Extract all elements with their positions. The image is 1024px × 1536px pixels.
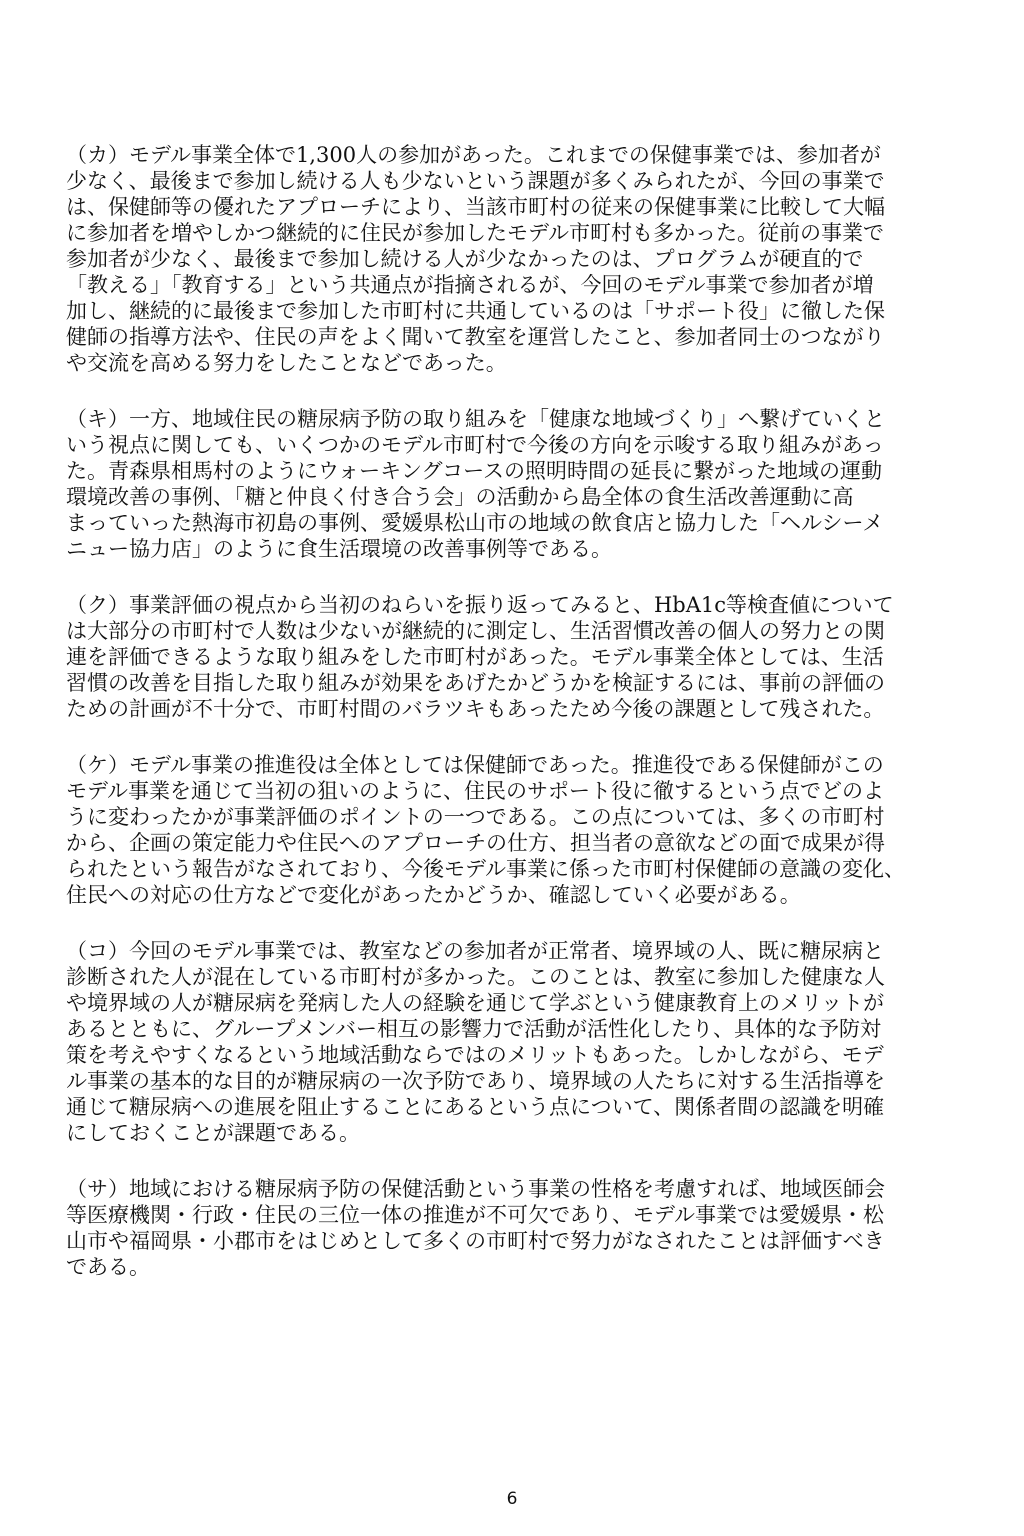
paragraph-line: た。青森県相馬村のようにウォーキングコースの照明時間の延長に繋がった地域の運動	[66, 459, 883, 483]
paragraph-sa	[66, 1176, 966, 1280]
paragraph-line: 少なく、最後まで参加し続ける人も少ないという課題が多くみられたが、今回の事業で	[66, 169, 885, 193]
paragraph-line: （キ）一方、地域住民の糖尿病予防の取り組みを「健康な地域づくり」へ繋げていくと	[66, 407, 885, 431]
paragraph-line: 参加者が少なく、最後まで参加し続ける人が少なかったのは、プログラムが硬直的で	[66, 247, 864, 271]
paragraph-line: 習慣の改善を目指した取り組みが効果をあげたかどうかを検証するには、事前の評価の	[66, 671, 885, 695]
paragraph-ku	[66, 592, 966, 722]
paragraph-line: 加し、継続的に最後まで参加した市町村に共通しているのは「サポート役」に徹した保	[66, 299, 885, 323]
paragraph-line: 健師の指導方法や、住民の声をよく聞いて教室を運営したこと、参加者同士のつながり	[66, 325, 885, 349]
document-body	[66, 142, 966, 1310]
paragraph-line: に参加者を増やしかつ継続的に住民が参加したモデル市町村も多かった。従前の事業で	[66, 221, 884, 245]
page-number: 6	[506, 1489, 518, 1509]
paragraph-ka	[66, 142, 966, 376]
paragraph-line: や境界域の人が糖尿病を発病した人の経験を通じて学ぶという健康教育上のメリットが	[66, 991, 885, 1015]
paragraph-line: は大部分の市町村で人数は少ないが継続的に測定し、生活習慣改善の個人の努力との関	[66, 619, 885, 643]
paragraph-line: いう視点に関しても、いくつかのモデル市町村で今後の方向を示唆する取り組みがあっ	[66, 433, 884, 457]
paragraph-line: うに変わったかが事業評価のポイントの一つである。この点については、多くの市町村	[66, 805, 885, 829]
paragraph-line: まっていった熱海市初島の事例、愛媛県松山市の地域の飲食店と協力した「ヘルシーメ	[66, 511, 884, 535]
paragraph-line: 環境改善の事例、「糖と仲良く付き合う会」の活動から島全体の食生活改善運動に高	[66, 485, 854, 509]
paragraph-line: 「教える」「教育する」という共通点が指摘されるが、今回のモデル事業で参加者が増	[66, 273, 874, 297]
paragraph-line: 等医療機関・行政・住民の三位一体の推進が不可欠であり、モデル事業では愛媛県・松	[66, 1203, 884, 1227]
paragraph-line: （ケ）モデル事業の推進役は全体としては保健師であった。推進役である保健師がこの	[66, 753, 884, 777]
paragraph-line: 診断された人が混在している市町村が多かった。このことは、教室に参加した健康な人	[66, 965, 885, 989]
paragraph-line: （サ）地域における糖尿病予防の保健活動という事業の性格を考慮すれば、地域医師会	[66, 1177, 885, 1201]
paragraph-line: ための計画が不十分で、市町村間のバラツキもあったため今後の課題として残された。	[66, 697, 885, 721]
paragraph-line: （カ）モデル事業全体で1,300人の参加があった。これまでの保健事業では、参加者が	[66, 143, 881, 167]
paragraph-line: ル事業の基本的な目的が糖尿病の一次予防であり、境界域の人たちに対する生活指導を	[66, 1069, 885, 1093]
paragraph-line: ニュー協力店」のように食生活環境の改善事例等である。	[66, 537, 612, 561]
paragraph-line: 住民への対応の仕方などで変化があったかどうか、確認していく必要がある。	[66, 883, 801, 907]
paragraph-line: 連を評価できるような取り組みをした市町村があった。モデル事業全体としては、生活	[66, 645, 884, 669]
paragraph-line: である。	[66, 1255, 150, 1279]
paragraph-line: あるとともに、グループメンバー相互の影響力で活動が活性化したり、具体的な予防対	[66, 1017, 882, 1041]
paragraph-line: モデル事業を通じて当初の狙いのように、住民のサポート役に徹するという点でどのよ	[66, 779, 884, 803]
paragraph-line: （コ）今回のモデル事業では、教室などの参加者が正常者、境界域の人、既に糖尿病と	[66, 939, 884, 963]
paragraph-line: 通じて糖尿病への進展を阻止することにあるという点について、関係者間の認識を明確	[66, 1095, 885, 1119]
paragraph-line: や交流を高める努力をしたことなどであった。	[66, 351, 507, 375]
paragraph-ke	[66, 752, 966, 908]
paragraph-ki	[66, 406, 966, 562]
paragraph-line: られたという報告がなされており、今後モデル事業に係った市町村保健師の意識の変化、	[66, 857, 905, 881]
paragraph-line: にしておくことが課題である。	[66, 1121, 360, 1145]
paragraph-line: （ク）事業評価の視点から当初のねらいを振り返ってみると、HbA1c等検査値について	[66, 593, 894, 617]
paragraph-ko	[66, 938, 966, 1146]
paragraph-line: 山市や福岡県・小郡市をはじめとして多くの市町村で努力がなされたことは評価すべき	[66, 1229, 885, 1253]
paragraph-line: から、企画の策定能力や住民へのアプローチの仕方、担当者の意欲などの面で成果が得	[66, 831, 885, 855]
paragraph-line: 策を考えやすくなるという地域活動ならではのメリットもあった。しかしながら、モデ	[66, 1043, 884, 1067]
paragraph-line: は、保健師等の優れたアプローチにより、当該市町村の従来の保健事業に比較して大幅	[66, 195, 885, 219]
